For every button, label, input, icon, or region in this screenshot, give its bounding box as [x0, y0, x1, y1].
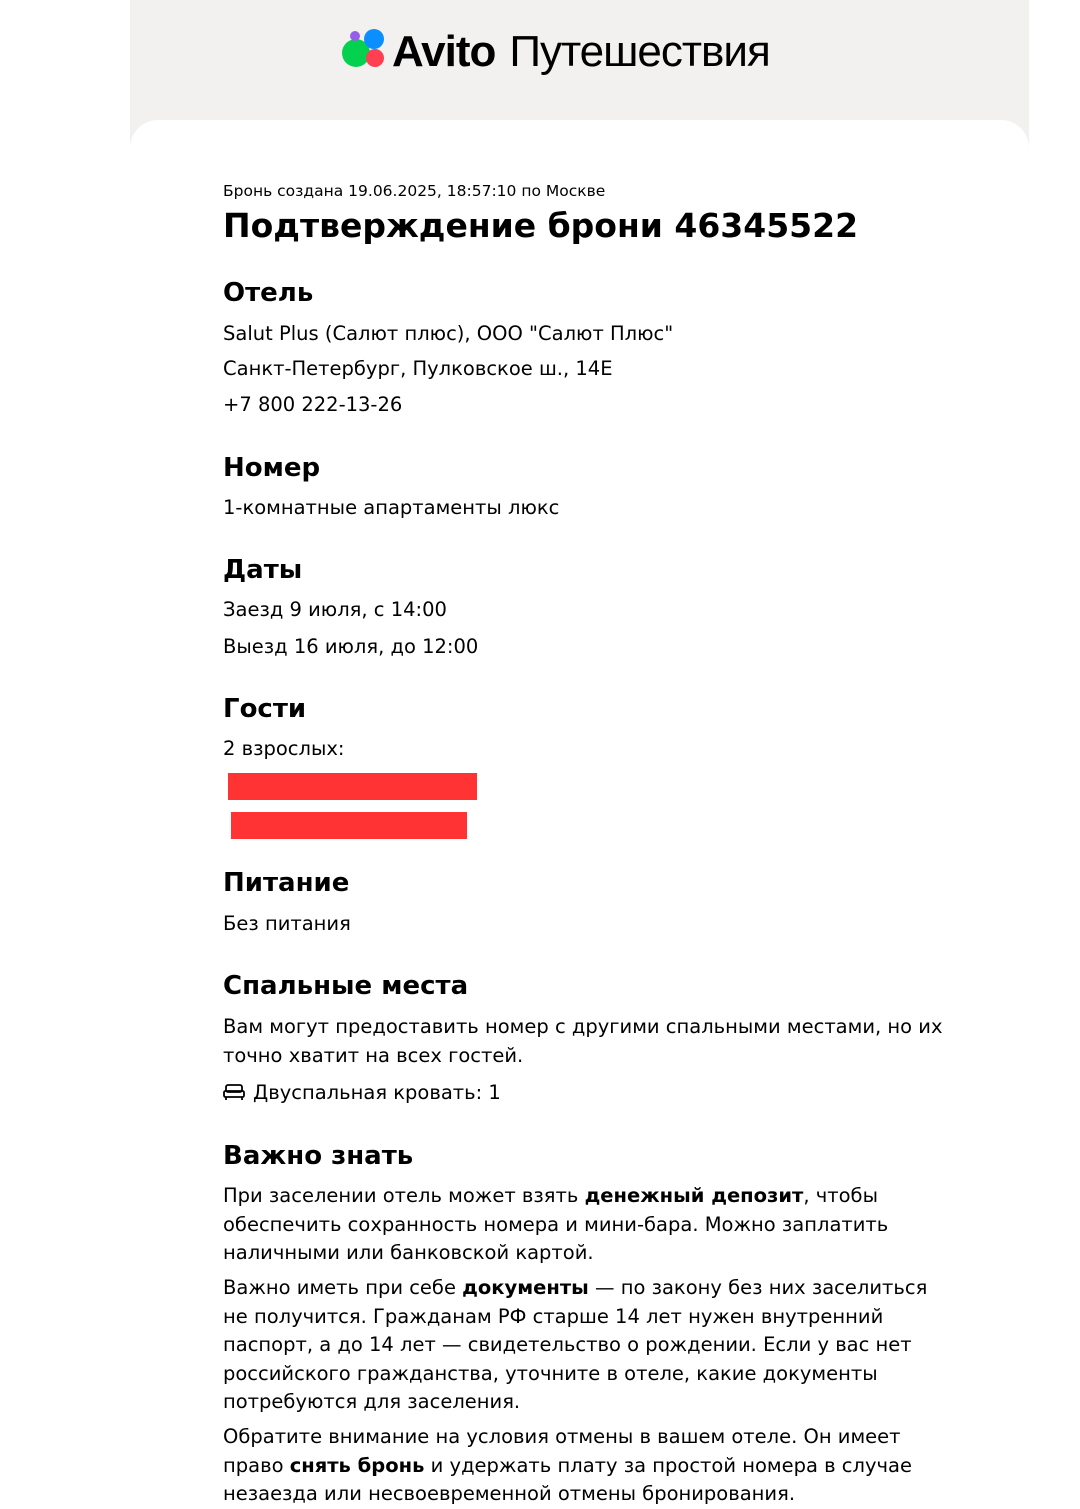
deposit-text-bold: денежный депозит: [584, 1184, 804, 1207]
redacted-guest-name-1: [228, 773, 477, 800]
logo-brand: Avito: [392, 27, 496, 76]
important-deposit-paragraph: [223, 1182, 943, 1268]
logo-wordmark: [392, 28, 770, 76]
checkout-date: Выезд 16 июля, до 12:00: [223, 635, 479, 658]
cancellation-text-after: и удержать плату за простой номера в случае незаезда или несвоевременной отмены бронирования.: [223, 1453, 913, 1505]
deposit-text-before: При заселении отель может взять: [223, 1184, 585, 1207]
avito-logo-icon: [342, 29, 388, 75]
hotel-heading: Отель: [223, 278, 314, 308]
room-type: 1-комнатные апартаменты люкс: [223, 496, 560, 519]
cancellation-text-bold: снять бронь: [289, 1453, 425, 1477]
logo-product: Путешествия: [509, 27, 770, 76]
beds-note: Вам могут предоставить номер с другими спальными местами, но их точно хватит на всех гостей.: [223, 1015, 943, 1067]
redacted-guest-name-2: [231, 812, 467, 839]
guests-count: 2 взрослых:: [223, 737, 345, 760]
bed-item: [223, 1075, 501, 1111]
important-cancellation-paragraph: [223, 1423, 943, 1509]
documents-text-before: Важно иметь при себе: [223, 1276, 463, 1299]
room-heading: Номер: [223, 453, 321, 483]
deposit-text-after: , чтобы обеспечить сохранность номера и мини-бара. Можно заплатить наличными или банковской картой.: [223, 1184, 889, 1264]
avito-travel-logo[interactable]: [342, 28, 770, 76]
bed-item-label: Двуспальная кровать: 1: [253, 1081, 501, 1104]
booking-created-time: Бронь создана 19.06.2025, 18:57:10 по Москве: [223, 182, 606, 200]
documents-text-bold: документы: [462, 1276, 589, 1299]
important-heading: Важно знать: [223, 1141, 414, 1171]
hotel-name: Salut Plus (Салют плюс), ООО "Салют Плюс": [223, 322, 674, 345]
dates-heading: Даты: [223, 555, 303, 585]
meals-value: Без питания: [223, 912, 351, 935]
important-documents-paragraph: [223, 1274, 943, 1417]
hotel-address: Санкт-Петербург, Пулковское ш., 14Е: [223, 357, 613, 380]
cancellation-text-before: Обратите внимание на условия отмены в вашем отеле. Он имеет право: [223, 1425, 901, 1477]
guests-heading: Гости: [223, 694, 307, 724]
checkin-date: Заезд 9 июля, с 14:00: [223, 598, 447, 621]
page-title: Подтверждение брони 46345522: [223, 206, 859, 245]
meals-heading: Питание: [223, 868, 350, 898]
documents-text-after: — по закону без них заселиться не получится. Гражданам РФ старше 14 лет нужен внутренний паспорт, а до 14 лет — свидетельство о рождении. Если у вас нет российского гражданства, уточните в отеле, какие документы потребуются для заселения.: [223, 1276, 928, 1413]
beds-heading: Спальные места: [223, 971, 469, 1001]
bed-icon: [223, 1083, 245, 1101]
hotel-phone[interactable]: +7 800 222-13-26: [223, 393, 403, 416]
